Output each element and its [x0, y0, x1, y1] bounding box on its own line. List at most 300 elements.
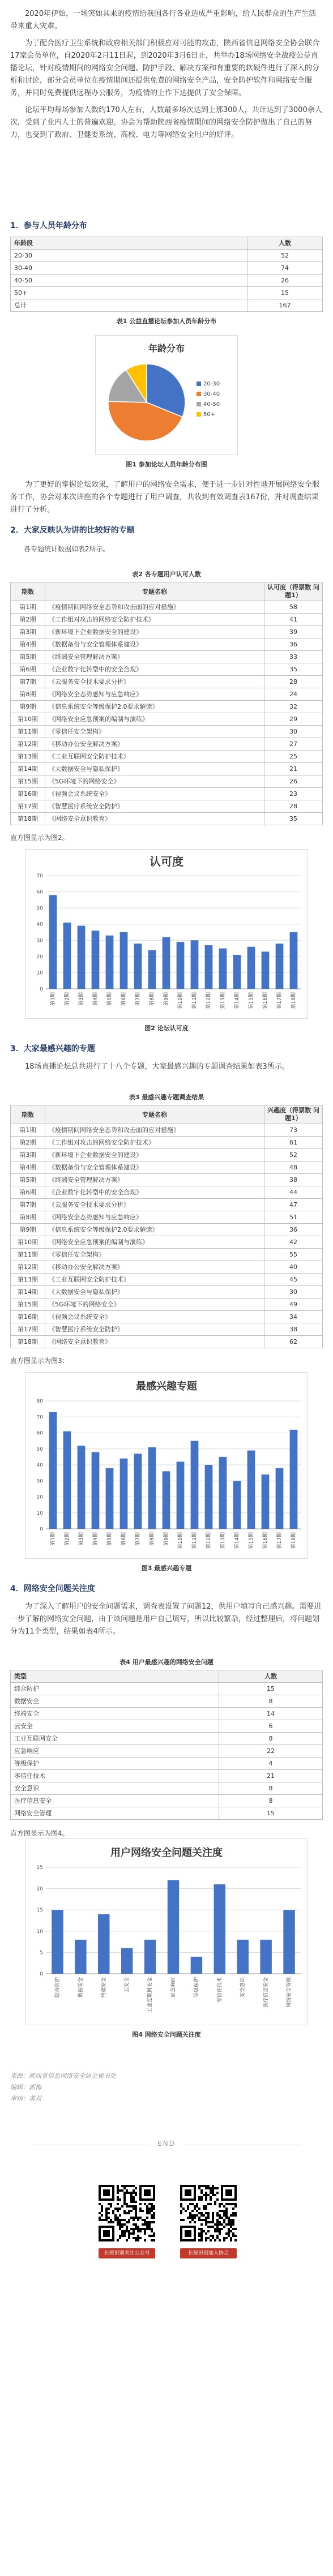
- table-cell: 《新环境下企业数据安全的建设》: [45, 626, 264, 638]
- x-tick-label: 第2期: [65, 1532, 70, 1546]
- legend-swatch: [197, 392, 201, 396]
- bar: [106, 936, 114, 989]
- table-cell: 第9期: [11, 701, 45, 713]
- x-tick-label: 第7期: [135, 992, 141, 1006]
- table-cell: 第9期: [11, 1224, 45, 1236]
- table-cell: 第13期: [11, 1274, 45, 1286]
- section-survey: [10, 479, 323, 555]
- bar: [168, 1880, 179, 1974]
- x-tick-label: 安全意识: [240, 1977, 246, 1998]
- table-cell: 33: [264, 651, 323, 663]
- table-row: [11, 1807, 323, 1820]
- bar: [283, 1910, 294, 1974]
- x-tick-label: 第10期: [178, 992, 183, 1009]
- table-cell: 《视频会议系统安全》: [45, 1311, 264, 1323]
- table-row: [11, 1149, 323, 1161]
- table-row: [11, 775, 323, 788]
- table-row: [11, 1795, 323, 1807]
- x-tick-label: 第14期: [234, 992, 240, 1009]
- interest-table-wrap: [10, 1092, 323, 1366]
- table-row: [11, 614, 323, 626]
- table-cell: 第17期: [11, 800, 45, 813]
- table-cell: 数据安全: [11, 1695, 219, 1708]
- recognition-bar-chart: [25, 849, 308, 1019]
- table-row: [11, 1298, 323, 1311]
- table-row: [11, 1261, 323, 1274]
- bar: [120, 932, 128, 989]
- table-cell: 《疫情期间网络安全态势和攻击面的应对措施》: [45, 1124, 264, 1137]
- y-tick-label: 5: [40, 1950, 43, 1956]
- table-cell: 《企业数字化转型中的安全合规》: [45, 1186, 264, 1199]
- table-cell: 《工作组对攻击的网络安全防护技术》: [45, 614, 264, 626]
- bar: [276, 1468, 284, 1529]
- x-tick-label: 第8期: [150, 992, 155, 1006]
- bar: [78, 926, 86, 989]
- end-divider: [10, 2140, 323, 2151]
- table-row: [11, 788, 323, 800]
- table-cell: 38: [264, 1323, 323, 1336]
- table-cell: 医疗信息安全: [11, 1795, 219, 1807]
- table-cell: 40-50: [11, 275, 247, 287]
- table-cell: 51: [264, 1211, 323, 1224]
- credits: [10, 2071, 323, 2104]
- table-cell: 《数据备份与安全管理体系建设》: [45, 638, 264, 651]
- chart-intro: 直方图显示为图2。: [10, 834, 69, 842]
- table-row: [11, 275, 323, 287]
- table-row: [11, 813, 323, 825]
- table-row: [11, 676, 323, 688]
- table-cell: 28: [264, 800, 323, 813]
- table-cell: 8: [219, 1795, 323, 1807]
- y-tick-label: 50: [36, 906, 43, 912]
- table-row: [11, 1745, 323, 1758]
- table-cell: 40: [264, 1261, 323, 1274]
- table-row: [11, 1224, 323, 1236]
- section-age: [10, 220, 323, 231]
- legend-swatch: [197, 412, 201, 417]
- table-row: [11, 1758, 323, 1770]
- table-cell: 零信任技术: [11, 1770, 219, 1782]
- table-row: [11, 1274, 323, 1286]
- table-cell: 73: [264, 1124, 323, 1137]
- intro-paragraph-1: 2020年伊始，一场突如其来的疫情给我国各行各业造成严重影响，给人民群众的生产生活带来重大灾难。: [10, 10, 317, 31]
- bar: [191, 940, 199, 989]
- y-tick-label: 30: [36, 938, 43, 944]
- table-row: [11, 1311, 323, 1323]
- table-cell: 167: [247, 299, 323, 312]
- x-tick-label: 第14期: [234, 1532, 240, 1549]
- y-tick-label: 0: [40, 987, 43, 992]
- table-cell: 《智慧医疗系统安全防护》: [45, 1323, 264, 1336]
- table-cell: 第13期: [11, 751, 45, 763]
- x-tick-label: 第8期: [150, 1532, 155, 1546]
- table-row: [11, 1174, 323, 1186]
- intro-paragraph-2: 为了配合医疗卫生系统和政府相关部门积极应对可能的攻击，陕西省信息网络安全协会联合17家会员单位，自2020年2月11日起，到2020年3月6日止，共举办18场网络安全战疫公益直播论坛，针对疫情期间的网络安全问题、防护手段、解决方案和有重要的软硬件进行了深入的分析和讨论，部分会员单位在疫情期间还提供免费的网络安全产品，安全防护软件和网络安全服务，并同时免费提供远程办公服务，为疫情的上作下达提供了安全保障。: [10, 39, 320, 97]
- bar: [262, 1475, 270, 1529]
- table-cell: 《终端安全管理解决方案》: [45, 651, 264, 663]
- qr-block-left: [99, 2185, 155, 2258]
- chart-title: 最感兴趣专题: [136, 1381, 197, 1392]
- table-row: [11, 713, 323, 726]
- table-row: [11, 688, 323, 701]
- table-cell: 第4期: [11, 638, 45, 651]
- table-header: 人数: [247, 237, 323, 250]
- table-cell: 21: [264, 763, 323, 775]
- bar: [98, 1914, 109, 1974]
- table-cell: 32: [264, 701, 323, 713]
- concern-table: [10, 1670, 323, 1820]
- table-row: [11, 638, 323, 651]
- table-cell: 22: [219, 1745, 323, 1758]
- table-cell: 41: [264, 614, 323, 626]
- table-row: [11, 726, 323, 738]
- table-row: [11, 287, 323, 299]
- chart-intro: 直方图显示为图3：: [10, 1357, 69, 1365]
- table-row: [11, 250, 323, 262]
- table-cell: 第5期: [11, 651, 45, 663]
- y-tick-label: 40: [36, 1463, 43, 1468]
- table-cell: 62: [264, 1336, 323, 1348]
- bar: [260, 1940, 271, 1974]
- table-cell: 网络安全管理: [11, 1807, 219, 1820]
- table-cell: 48: [264, 1161, 323, 1174]
- credit-review: 审核：黄双: [10, 2095, 41, 2102]
- table-cell: 15: [219, 1807, 323, 1820]
- table-caption: 表4 用户最感兴趣的网络安全问题: [119, 1658, 214, 1666]
- y-tick-label: 15: [36, 1908, 43, 1914]
- x-tick-label: 第18期: [291, 1532, 297, 1549]
- bar: [177, 942, 185, 989]
- x-tick-label: 第3期: [79, 992, 84, 1006]
- table-row: [11, 299, 323, 312]
- table-row: [11, 1199, 323, 1211]
- credit-source: 来源：陕西省信息网络安全协会秘书处: [10, 2072, 116, 2080]
- table-cell: 8: [219, 1695, 323, 1708]
- table-cell: 第14期: [11, 763, 45, 775]
- table-cell: 《网络安全应急预案的编制与演练》: [45, 713, 264, 726]
- bar: [106, 1468, 114, 1529]
- table-header: 人数: [219, 1670, 323, 1683]
- table-row: [11, 763, 323, 775]
- table-caption: 表2 各专题用户认可人数: [132, 571, 201, 578]
- x-tick-label: 第12期: [206, 992, 212, 1009]
- x-tick-label: 第9期: [164, 992, 169, 1006]
- table-header: 专题名称: [45, 1105, 264, 1124]
- bar: [290, 932, 298, 989]
- table-cell: 34: [264, 1311, 323, 1323]
- interest-table: [10, 1105, 323, 1348]
- bar-chart-svg: [25, 850, 308, 1018]
- table-row: [11, 1720, 323, 1733]
- table-cell: 第18期: [11, 1336, 45, 1348]
- table-row: [11, 1782, 323, 1795]
- table-cell: 《终端安全管理解决方案》: [45, 1174, 264, 1186]
- table-row: [11, 738, 323, 751]
- y-tick-label: 60: [36, 1430, 43, 1437]
- qr-code-icon[interactable]: [180, 2185, 237, 2241]
- table-cell: 《大数据安全与隐私保护》: [45, 763, 264, 775]
- table-cell: 《零信任安全架构》: [45, 1249, 264, 1261]
- x-tick-label: 第4期: [93, 1532, 99, 1546]
- table-cell: 第6期: [11, 1186, 45, 1199]
- bar: [262, 951, 270, 989]
- intro: [10, 8, 323, 142]
- x-tick-label: 第7期: [135, 1532, 141, 1546]
- table-cell: 《数据备份与安全管理体系建设》: [45, 1161, 264, 1174]
- table-cell: 第15期: [11, 775, 45, 788]
- table-row: [11, 1161, 323, 1174]
- table-cell: 第12期: [11, 1261, 45, 1274]
- chart-caption: 图3 最感兴趣专题: [141, 1565, 192, 1572]
- table-row: [11, 626, 323, 638]
- bar-chart-svg: [25, 1839, 308, 2025]
- table-cell: 第6期: [11, 663, 45, 676]
- bar: [290, 1430, 298, 1529]
- end-label: END: [150, 2140, 183, 2148]
- y-tick-label: 20: [36, 1494, 43, 1501]
- table-cell: 25: [264, 751, 323, 763]
- x-tick-label: 第17期: [277, 1532, 283, 1549]
- bar: [63, 923, 71, 989]
- table-cell: 26: [264, 775, 323, 788]
- concern-table-wrap: [10, 1657, 323, 1839]
- table-cell: 第14期: [11, 1286, 45, 1298]
- table-caption: 表1 公益直播论坛参加人员年龄分布: [116, 318, 217, 325]
- x-tick-label: 应急响应: [170, 1977, 177, 1998]
- x-tick-label: 第16期: [263, 992, 268, 1009]
- x-tick-label: 第5期: [107, 992, 113, 1006]
- table-cell: 第2期: [11, 614, 45, 626]
- table-cell: 第3期: [11, 1149, 45, 1161]
- bar: [191, 1957, 202, 1974]
- bar: [75, 1940, 86, 1974]
- table-cell: 30: [264, 726, 323, 738]
- pie-chart-svg: [96, 336, 237, 455]
- table-cell: 28: [264, 676, 323, 688]
- table-cell: 14: [219, 1708, 323, 1720]
- table-cell: 等级保护: [11, 1758, 219, 1770]
- qr-caption-left: 长按识别关注公众号: [99, 2248, 155, 2258]
- x-tick-label: 第2期: [65, 992, 70, 1006]
- table-cell: 30-40: [11, 262, 247, 275]
- topic-table-wrap: [10, 569, 323, 843]
- section-heading: 4．网络安全问题关注度: [10, 1584, 95, 1593]
- table-cell: 21: [219, 1770, 323, 1782]
- table-header: 期数: [11, 1105, 45, 1124]
- table-cell: 45: [264, 1274, 323, 1286]
- table-cell: 38: [264, 1174, 323, 1186]
- legend-label: 30-40: [203, 391, 220, 397]
- table-cell: 第16期: [11, 788, 45, 800]
- x-tick-label: 第13期: [220, 992, 226, 1009]
- y-tick-label: 30: [36, 1478, 43, 1485]
- table-row: [11, 1137, 323, 1149]
- table-cell: 《网络安全应急预案的编制与演练》: [45, 1236, 264, 1249]
- x-tick-label: 终端安全: [101, 1977, 107, 1998]
- section-concern: [10, 1583, 323, 1638]
- x-tick-label: 第16期: [263, 1532, 268, 1549]
- x-tick-label: 等级保护: [194, 1977, 200, 1998]
- table-cell: 《网络安全意识教育》: [45, 1336, 264, 1348]
- table-cell: 8: [219, 1782, 323, 1795]
- bar: [205, 945, 213, 989]
- table-row: [11, 651, 323, 663]
- table-cell: 第11期: [11, 1249, 45, 1261]
- table-cell: 《工作组对攻击的网络安全防护技术》: [45, 1137, 264, 1149]
- section-intro: 18场直播论坛总共进行了十八个专题，大家最感兴趣的专题调查结果如表3所示。: [25, 1062, 289, 1071]
- qr-block-right: [180, 2185, 237, 2258]
- table-cell: 《视频会议系统安全》: [45, 788, 264, 800]
- table-header: 认可度（得票数 问题1）: [264, 582, 323, 601]
- bar: [177, 1461, 185, 1529]
- intro-paragraph-3: 论坛平均每场参加人数约170人左右，人数最多场次达到上那300人，共计达到了3000余人次，受到了业内人士的普遍欢迎。协会为帮助陕西省疫情期间的网络安全防护做出了自己的努力，也受到了政府、卫健委系统、高校、电力等网络安全用户的好评。: [10, 106, 322, 139]
- bar: [52, 1910, 63, 1974]
- table-cell: 61: [264, 1137, 323, 1149]
- bar: [92, 1452, 100, 1529]
- table-cell: 第7期: [11, 1199, 45, 1211]
- y-tick-label: 80: [36, 1399, 43, 1404]
- table-cell: 第8期: [11, 688, 45, 701]
- bar: [247, 947, 255, 989]
- bar: [237, 1940, 249, 1974]
- table-cell: 26: [247, 275, 323, 287]
- table-cell: 第3期: [11, 626, 45, 638]
- bar: [191, 1441, 199, 1529]
- table-cell: 36: [264, 1224, 323, 1236]
- chart-intro: 直方图显示为图4。: [10, 1829, 69, 1837]
- table-cell: 第15期: [11, 1298, 45, 1311]
- table-cell: 第7期: [11, 676, 45, 688]
- x-tick-label: 第3期: [79, 1532, 84, 1546]
- y-tick-label: 25: [36, 1865, 43, 1871]
- legend-label: 20-30: [203, 381, 220, 387]
- age-pie-chart: [95, 335, 238, 455]
- table-cell: 55: [264, 1249, 323, 1261]
- table-cell: 24: [264, 688, 323, 701]
- table-cell: 52: [247, 250, 323, 262]
- table-cell: 58: [264, 601, 323, 614]
- x-tick-label: 零信任技术: [217, 1977, 223, 2003]
- table-cell: 第11期: [11, 726, 45, 738]
- table-row: [11, 1286, 323, 1298]
- table-cell: 《5G环境下的网络安全》: [45, 1298, 264, 1311]
- table-cell: 第4期: [11, 1161, 45, 1174]
- table-cell: 27: [264, 738, 323, 751]
- y-tick-label: 70: [36, 873, 43, 879]
- bar: [163, 1471, 170, 1529]
- section-intro: 各专题统计数据如表2所示。: [24, 545, 110, 553]
- table-header: 兴趣度（得票数 问题1）: [264, 1105, 323, 1124]
- table-row: [11, 1683, 323, 1695]
- table-cell: 《网络安全态势感知与应急响应》: [45, 688, 264, 701]
- table-row: [11, 1211, 323, 1224]
- bar: [49, 895, 57, 989]
- bar: [148, 1447, 156, 1529]
- table-header: 类型: [11, 1670, 219, 1683]
- bar: [214, 1884, 225, 1974]
- table-cell: 《工业互联网安全防护技术》: [45, 751, 264, 763]
- x-tick-label: 数据安全: [78, 1977, 84, 1998]
- table-row: [11, 800, 323, 813]
- table-cell: 《5G环境下的网络安全》: [45, 775, 264, 788]
- y-tick-label: 10: [36, 970, 43, 976]
- table-header: 年龄段: [11, 237, 247, 250]
- x-tick-label: 第12期: [206, 1532, 212, 1549]
- legend-swatch: [197, 402, 201, 406]
- qr-code-icon[interactable]: [99, 2185, 155, 2241]
- y-tick-label: 10: [36, 1510, 43, 1516]
- y-tick-label: 10: [36, 1928, 43, 1935]
- y-tick-label: 50: [36, 1446, 43, 1452]
- table-cell: 35: [264, 663, 323, 676]
- x-tick-label: 第18期: [291, 992, 297, 1009]
- table-cell: 云安全: [11, 1720, 219, 1733]
- legend-swatch: [197, 382, 201, 386]
- x-tick-label: 第11期: [192, 992, 198, 1009]
- table-row: [11, 1708, 323, 1720]
- table-cell: 30: [264, 1286, 323, 1298]
- table-cell: 15: [219, 1683, 323, 1695]
- table-cell: 第1期: [11, 601, 45, 614]
- table-cell: 20-30: [11, 250, 247, 262]
- y-tick-label: 70: [36, 1415, 43, 1421]
- section-interest: [10, 1043, 323, 1073]
- table-cell: 39: [264, 626, 323, 638]
- table-cell: 《信息系统安全等级保护2.0要求解读》: [45, 701, 264, 713]
- x-tick-label: 第6期: [121, 1532, 127, 1546]
- pie-caption: 图1 参加论坛人员年龄分布图: [126, 461, 207, 468]
- table-cell: 第10期: [11, 1236, 45, 1249]
- table-cell: 42: [264, 1236, 323, 1249]
- table-row: [11, 1695, 323, 1708]
- bar: [49, 1412, 57, 1529]
- bar: [276, 944, 284, 989]
- table-cell: 《信息系统安全等级保护2.0要求解读》: [45, 1224, 264, 1236]
- table-cell: 74: [247, 262, 323, 275]
- table-cell: 23: [264, 788, 323, 800]
- table-row: [11, 1236, 323, 1249]
- table-cell: 第16期: [11, 1311, 45, 1323]
- table-cell: 《网络安全态势感知与应急响应》: [45, 1211, 264, 1224]
- x-tick-label: 云安全: [124, 1977, 130, 1993]
- table-row: [11, 751, 323, 763]
- table-cell: 终端安全: [11, 1708, 219, 1720]
- bar-chart-svg: [25, 1373, 308, 1558]
- table-cell: 《网络安全意识教育》: [45, 813, 264, 825]
- table-row: [11, 262, 323, 275]
- x-tick-label: 第5期: [107, 1532, 113, 1546]
- x-tick-label: 第11期: [192, 1532, 198, 1549]
- x-tick-label: 第17期: [277, 992, 283, 1009]
- table-cell: 《云服务安全技术要求分析》: [45, 676, 264, 688]
- credit-editor: 编辑：郭梅: [10, 2084, 41, 2091]
- y-tick-label: 60: [36, 889, 43, 895]
- bar: [219, 949, 227, 989]
- bar: [144, 1940, 156, 1974]
- table-row: [11, 1249, 323, 1261]
- x-tick-label: 综合防护: [54, 1977, 61, 1998]
- table-cell: 47: [264, 1199, 323, 1211]
- bar: [219, 1457, 227, 1529]
- x-tick-label: 网络安全管理: [287, 1977, 293, 2008]
- recognition-table: [10, 582, 323, 825]
- section-intro: 为了深入了解用户的安全问题需求，调查表设置了问题12，供用户填写自己感兴趣。需要进一步了解的网络安全问题，由于该问题是用户自己填写，所以比较繁杂，经过整理后，将问题划分为11个类型，结果如表4所示。: [10, 1602, 322, 1636]
- bar: [120, 1459, 128, 1529]
- footer-qrcodes: [0, 2185, 333, 2287]
- table-cell: 安全意识: [11, 1782, 219, 1795]
- bar: [247, 1451, 255, 1529]
- table-cell: 《移动办公安全解决方案》: [45, 738, 264, 751]
